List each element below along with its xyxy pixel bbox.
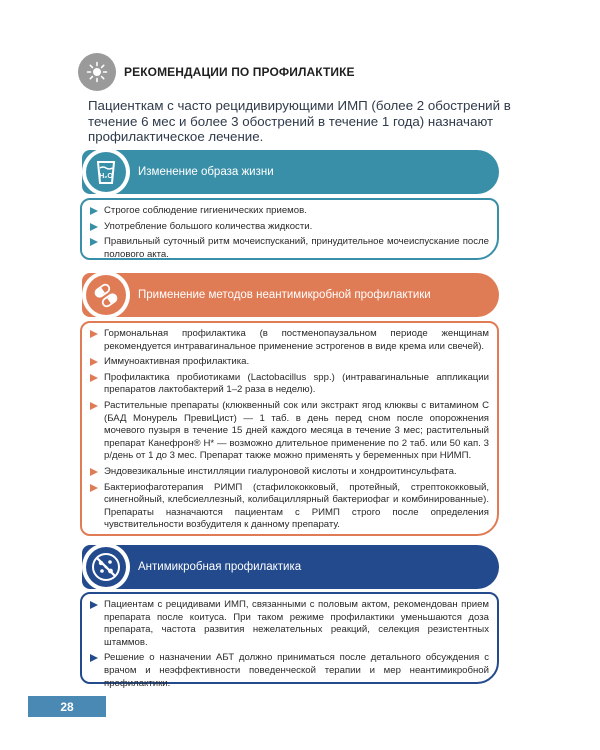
section-box-lifestyle — [80, 198, 499, 260]
intro-paragraph: Пациенткам с часто рецидивирующими ИМП (более 2 обострений в течение 6 мес и более 3 обострений в течение 1 года) назначают профилактическое лечение. — [88, 98, 511, 144]
no-bacteria-icon — [86, 547, 126, 587]
section-box-non-antimicrobial — [80, 321, 499, 536]
section-header — [78, 52, 355, 92]
page-number: 28 — [28, 696, 106, 717]
list-item: Строгое соблюдение гигиенических приемов. — [90, 205, 489, 218]
list-item: Растительные препараты (клюквенный сок или экстракт ягод клюквы с витамином С (БАД Монурель ПревиЦист) — 1 таб. в день перед сном после опорожнения мочевого пузыря в течение 15 дней каждого месяца в течение 3 мес; растительный препарат Канефрон® Н* — возможно длительное применение по 2 таб. или 50 кап. 3 р/день от 1 до 3 мес. Препарат также можно применять у беременных при НИМП. — [90, 400, 489, 463]
water-glass-label: H₂O — [99, 173, 113, 180]
water-glass-icon — [86, 152, 126, 192]
list-item: Решение о назначении АБТ должно приниматься после детального обсуждения с врачом и неэффективности поведенческой терапии и мер неантимикробной профилактики. — [90, 652, 489, 690]
section-banner-lifestyle — [82, 150, 499, 194]
list-item: Употребление большого количества жидкости. — [90, 221, 489, 234]
section-title-antimicrobial: Антимикробная профилактика — [138, 561, 302, 573]
list-item: Пациентам с рецидивами ИМП, связанными с половым актом, рекомендован прием препарата после коитуса. При таком режиме профилактики уменьшаются доза препарата, частота развития нежелательных реакций, селекция резистентных штаммов. — [90, 599, 489, 649]
list-item: Профилактика пробиотиками (Lactobacillus spp.) (интравагинальные аппликации препаратов лактобактерий 1–2 раза в неделю). — [90, 372, 489, 397]
capsules-icon — [86, 275, 126, 315]
light-rays-icon — [78, 53, 116, 91]
section-banner-antimicrobial — [82, 545, 499, 589]
section-banner-non-antimicrobial — [82, 273, 499, 317]
section-title-non-antimicrobial: Применение методов неантимикробной профилактики — [138, 289, 431, 301]
section-box-antimicrobial — [80, 592, 499, 689]
list-item: Бактериофаготерапия РИМП (стафилококковый, протейный, стрептококковый, синегнойный, клебсиеллезный, колибациллярный бактериофаг и комбинированные). Препараты назначаются пациентам с РИМП строго после определения чувствительности возбудителя к данному препарату. — [90, 482, 489, 532]
list-item: Правильный суточный ритм мочеиспусканий, принудительное мочеиспускание после полового акта. — [90, 236, 489, 261]
list-item: Эндовезикальные инстилляции гиалуроновой кислоты и хондроитинсульфата. — [90, 466, 489, 479]
list-item: Гормональная профилактика (в постменопаузальном периоде женщинам рекомендуется интравагинальное применение эстрогенов в виде крема или свечей). — [90, 328, 489, 353]
list-item: Иммуноактивная профилактика. — [90, 356, 489, 369]
page-title: РЕКОМЕНДАЦИИ ПО ПРОФИЛАКТИКЕ — [124, 65, 355, 79]
section-title-lifestyle: Изменение образа жизни — [138, 166, 274, 178]
